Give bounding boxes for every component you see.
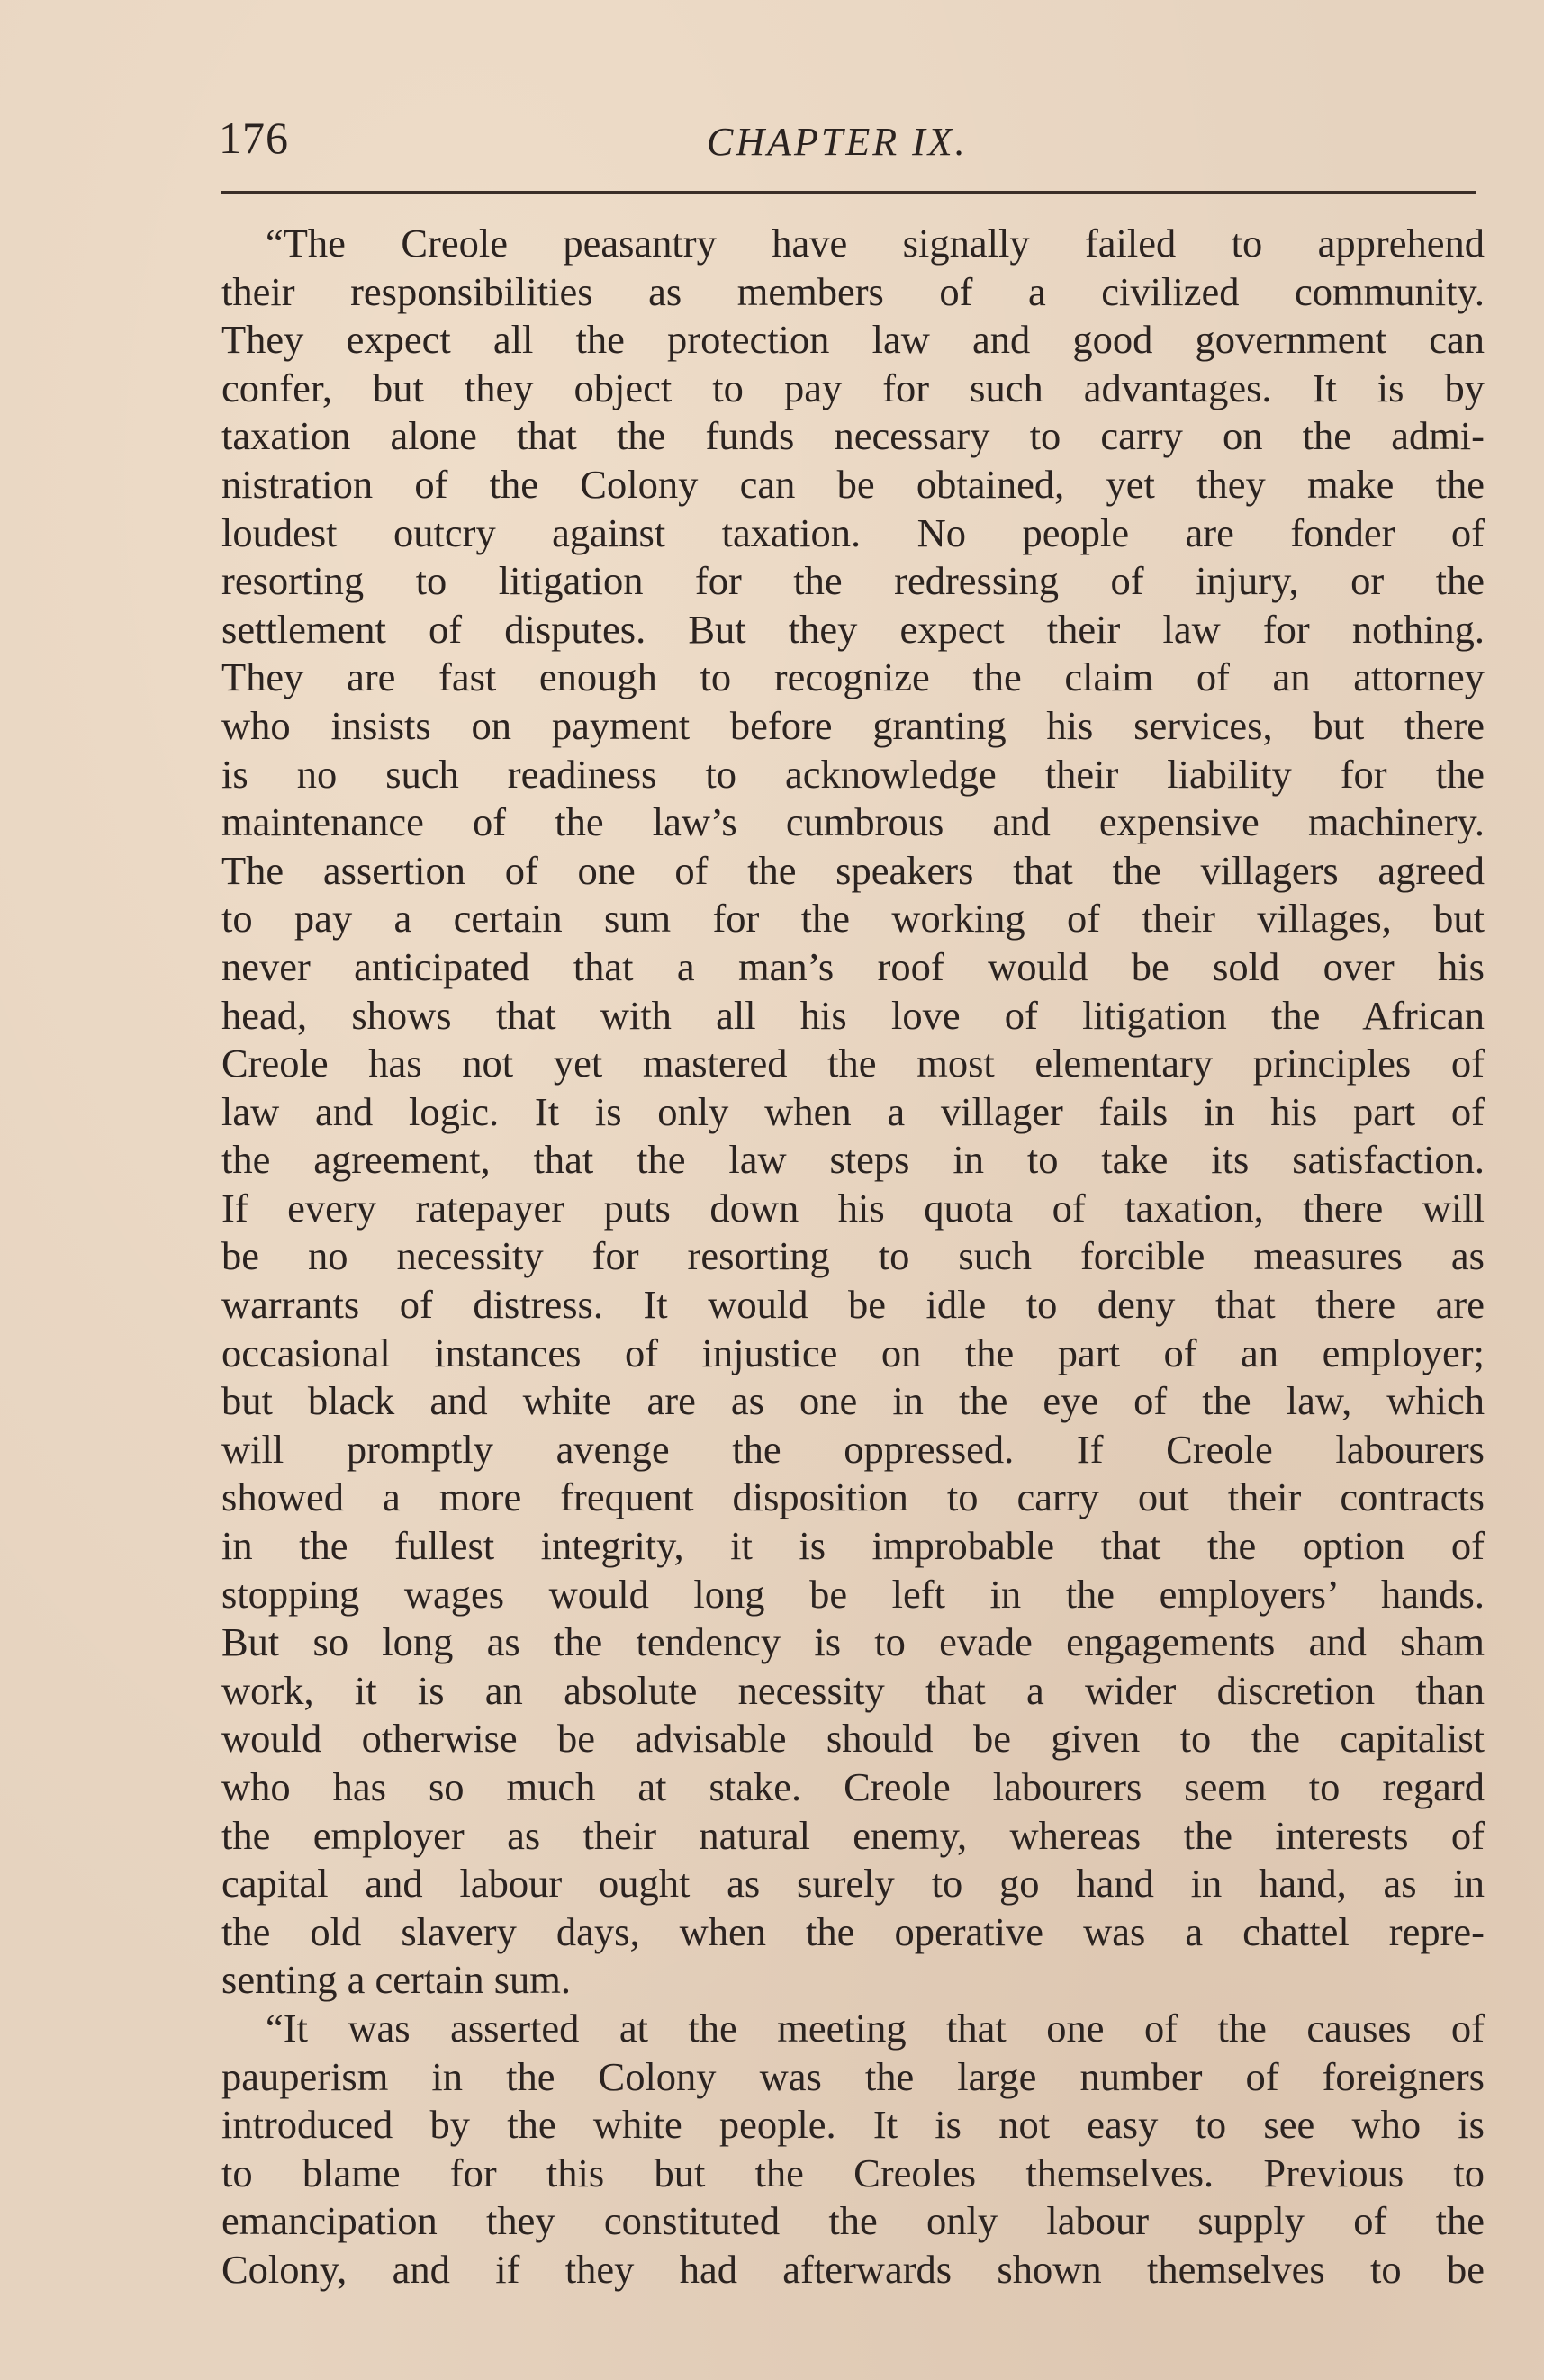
text-line: who insists on payment before granting his services, but there bbox=[221, 702, 1485, 748]
text-line: the agreement, that the law steps in to take its satisfaction. bbox=[221, 1137, 1485, 1183]
text-line: the employer as their natural enemy, whereas the interests of bbox=[221, 1812, 1485, 1858]
text-line: But so long as the tendency is to evade engagements and sham bbox=[221, 1619, 1485, 1665]
text-line: maintenance of the law’s cumbrous and expensive machinery. bbox=[221, 799, 1485, 845]
text-line: “The Creole peasantry have signally failed to apprehend bbox=[266, 221, 1485, 266]
text-line: who has so much at stake. Creole labourers seem to regard bbox=[221, 1764, 1485, 1809]
text-line: Colony, and if they had afterwards shown themselves to be bbox=[221, 2246, 1485, 2292]
text-line: never anticipated that a man’s roof would be sold over his bbox=[221, 943, 1485, 989]
text-line: but black and white are as one in the eye of the law, which bbox=[221, 1378, 1485, 1424]
text-line: emancipation they constituted the only labour supply of the bbox=[221, 2198, 1485, 2244]
text-line: work, it is an absolute necessity that a wider discretion than bbox=[221, 1667, 1485, 1713]
text-line: They are fast enough to recognize the claim of an attorney bbox=[221, 654, 1485, 700]
text-line: head, shows that with all his love of litigation the African bbox=[221, 992, 1485, 1038]
text-line: confer, but they object to pay for such advantages. It is by bbox=[221, 365, 1485, 410]
text-line: The assertion of one of the speakers that the villagers agreed bbox=[221, 847, 1485, 893]
text-line: They expect all the protection law and good government can bbox=[221, 317, 1485, 363]
text-line: If every ratepayer puts down his quota of taxation, there will bbox=[221, 1185, 1485, 1231]
page-number: 176 bbox=[219, 113, 289, 163]
text-line: nistration of the Colony can be obtained, yet they make the bbox=[221, 461, 1485, 507]
text-line: the old slavery days, when the operative was a chattel repre- bbox=[221, 1908, 1485, 1954]
text-line: loudest outcry against taxation. No people are fonder of bbox=[221, 509, 1485, 555]
text-line: is no such readiness to acknowledge their liability for the bbox=[221, 751, 1485, 797]
text-line: their responsibilities as members of a civilized community. bbox=[221, 268, 1485, 314]
text-line: will promptly avenge the oppressed. If Creole labourers bbox=[221, 1426, 1485, 1472]
text-line: stopping wages would long be left in the employers’ hands. bbox=[221, 1571, 1485, 1617]
text-line: law and logic. It is only when a villager fails in his part of bbox=[221, 1088, 1485, 1134]
body-text bbox=[221, 220, 1485, 2294]
page-header bbox=[219, 106, 1479, 169]
text-line: settlement of disputes. But they expect their law for nothing. bbox=[221, 606, 1485, 652]
text-line: to pay a certain sum for the working of their villages, but bbox=[221, 896, 1485, 942]
text-line: resorting to litigation for the redressing of injury, or the bbox=[221, 558, 1485, 604]
text-line: senting a certain sum. bbox=[221, 1957, 572, 2003]
text-line: pauperism in the Colony was the large number of foreigners bbox=[221, 2053, 1485, 2099]
header-rule bbox=[221, 191, 1476, 194]
text-line: introduced by the white people. It is not easy to see who is bbox=[221, 2102, 1485, 2148]
text-line: be no necessity for resorting to such forcible measures as bbox=[221, 1233, 1485, 1279]
text-line: to blame for this but the Creoles themselves. Previous to bbox=[221, 2150, 1485, 2195]
text-line: occasional instances of injustice on the part of an employer; bbox=[221, 1330, 1485, 1375]
text-line: in the fullest integrity, it is improbable that the option of bbox=[221, 1523, 1485, 1569]
text-line: would otherwise be advisable should be given to the capitalist bbox=[221, 1716, 1485, 1762]
text-line: capital and labour ought as surely to go hand in hand, as in bbox=[221, 1861, 1485, 1907]
text-line: taxation alone that the funds necessary to carry on the admi- bbox=[221, 413, 1485, 459]
text-line: “It was asserted at the meeting that one of the causes of bbox=[266, 2005, 1485, 2051]
text-line: showed a more frequent disposition to carry out their contracts bbox=[221, 1474, 1485, 1520]
text-line: Creole has not yet mastered the most elementary principles of bbox=[221, 1041, 1485, 1086]
running-head: CHAPTER IX. bbox=[707, 120, 968, 164]
text-line: warrants of distress. It would be idle to deny that there are bbox=[221, 1282, 1485, 1328]
